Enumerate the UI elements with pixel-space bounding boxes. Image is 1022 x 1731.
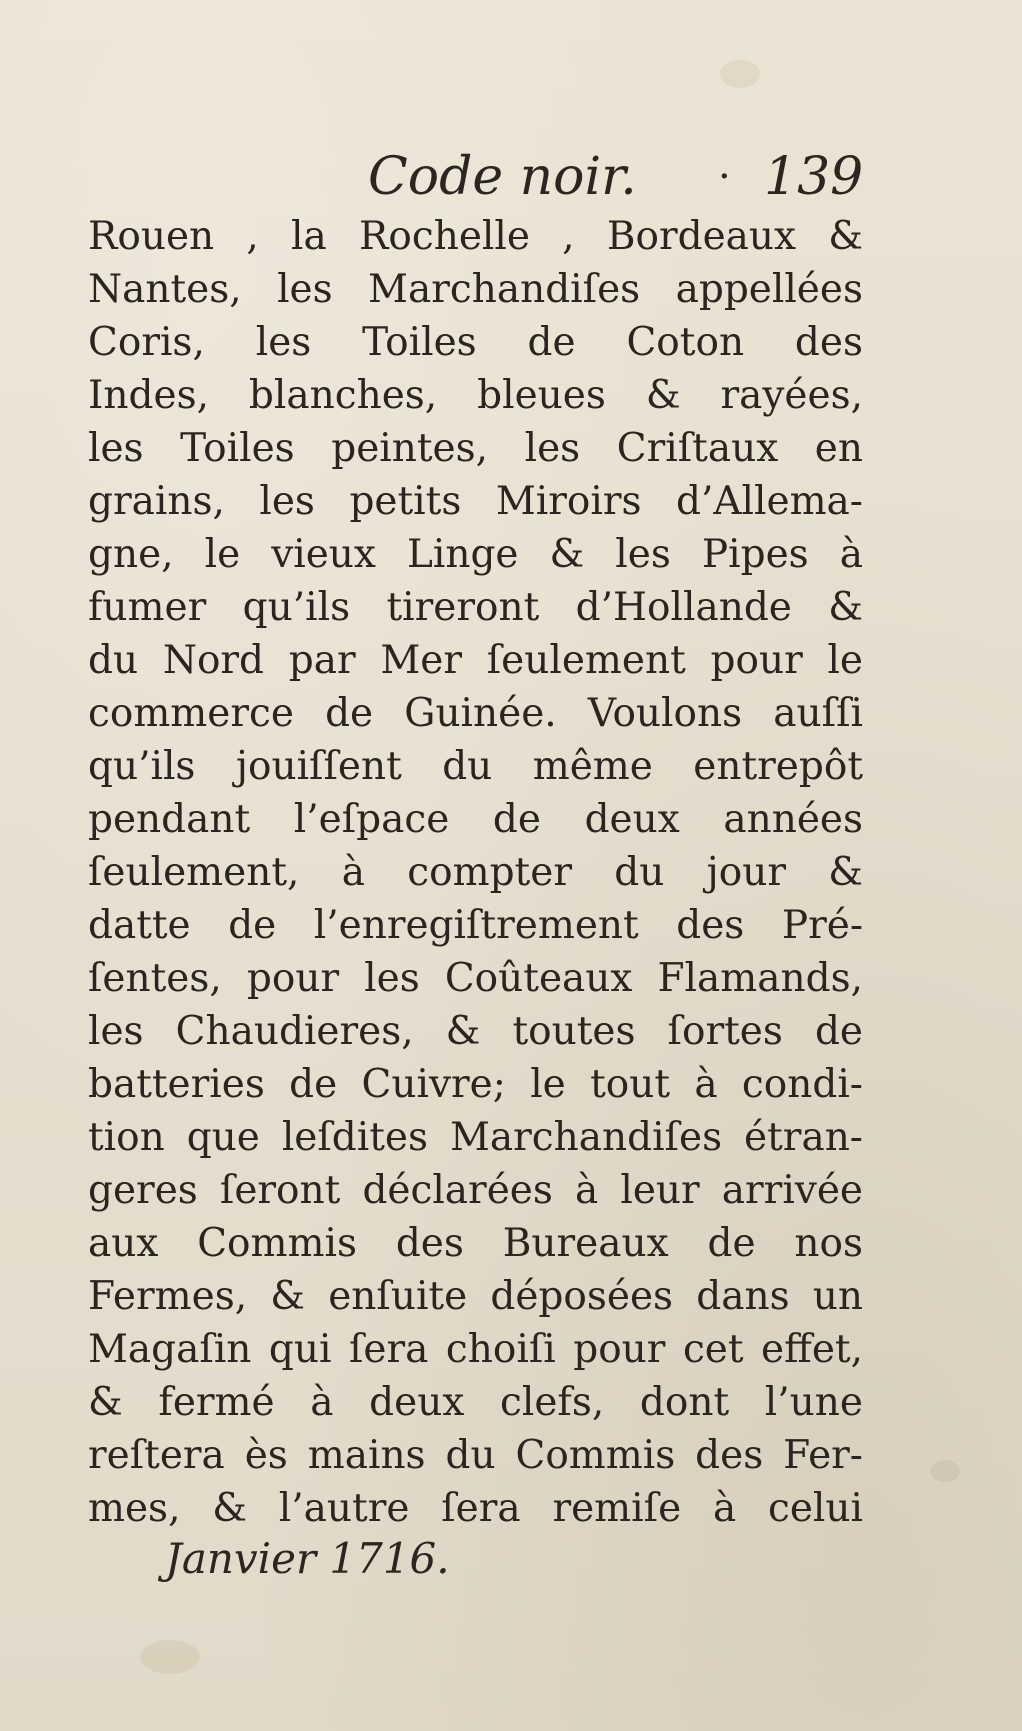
page-number: 139 (764, 147, 864, 207)
page-header (0, 145, 1022, 209)
running-title: Code noir. (368, 147, 637, 207)
header-separator: · (718, 154, 731, 200)
book-page: Code noir. · 139 Rouen , la Rochelle , Bordeaux & Nantes, les Marchandiſes appellées Coris, les Toiles de Coton des Indes, blanches, bleues & rayées, les Toiles peintes, les Criſtaux en grains, les petits Miroirs d’Allema- gne, le vieux Linge & les Pipes à fumer qu’ils tireront d’Hollande & du Nord par Mer ſeulement pour le commerce de Guinée. Voulons auſſi qu’ils jouiſſent du même entrepôt pendant l’eſpace de deux années ſeulement, à compter du jour & datte de l’enregiſtrement des Pré- ſentes, pour les Coûteaux Flamands, les Chaudieres, & toutes ſortes de batteries de Cuivre; le tout à condi- tion que leſdites Marchandiſes étran- geres ſeront déclarées à leur arrivée aux Commis des Bureaux de nos Fermes, & enſuite déposées dans un Magaſin qui ſera choiſi pour cet effet, & fermé à deux clefs, dont l’une reſtera ès mains du Commis des Fer- mes, & l’autre ſera remiſe à celui Janvier 1716. (0, 0, 1022, 1731)
paper-stain (140, 1640, 200, 1674)
catchword-date: Janvier 1716. (165, 1534, 450, 1583)
paper-stain (930, 1460, 960, 1482)
paper-stain (720, 60, 760, 88)
